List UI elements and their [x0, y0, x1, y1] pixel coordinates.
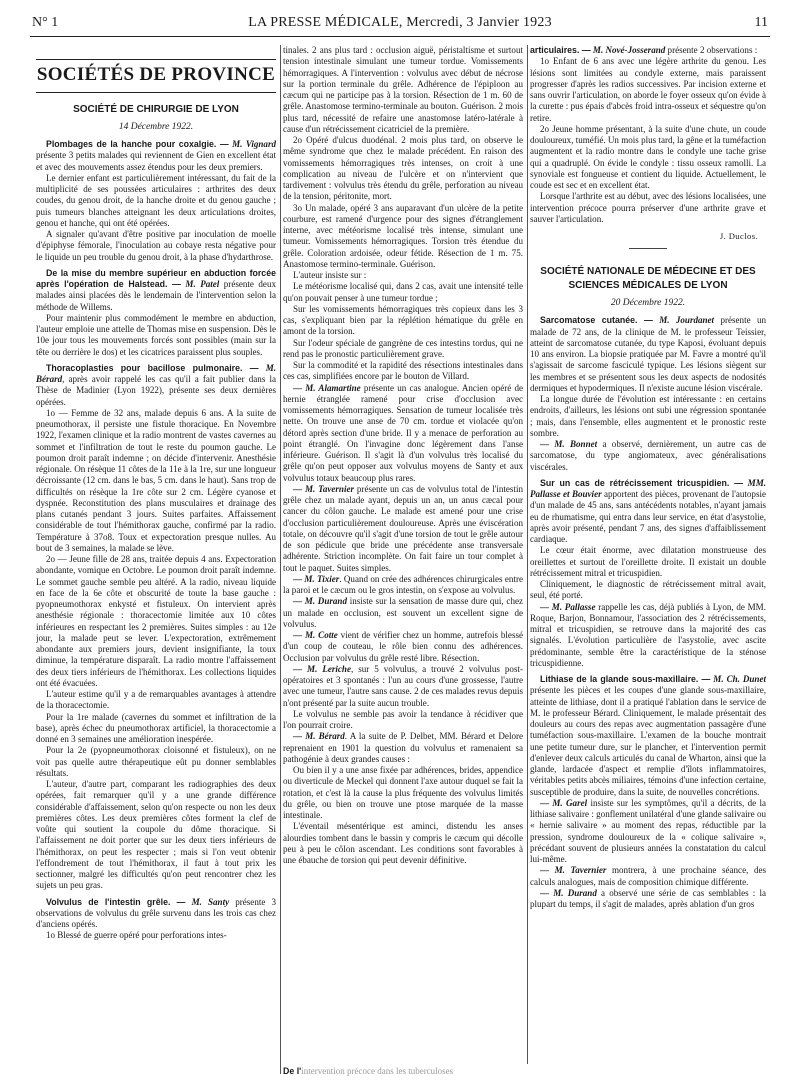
discussion-durand: [283, 596, 523, 630]
article-coxalgie: [36, 139, 276, 173]
article-heading: articulaires. —: [530, 45, 591, 55]
author-name: — M. Garel: [540, 797, 588, 808]
section-divider: [629, 248, 667, 249]
article-heading: Lithiase de la glande sous-maxillaire. —: [540, 674, 711, 684]
paragraph-text: a observé, dernièrement, un autre cas de sarcomatose, du type angiomateux, avec généralisations viscérales.: [530, 439, 766, 472]
author-name: M. Bérard: [36, 362, 276, 384]
article-lithiase: [530, 674, 766, 798]
paragraph: Sur l'odeur spéciale de gangrène de ces intestins tordus, qui ne rend pas le pronostic particulièrement grave.: [283, 337, 523, 359]
author-name: — M. Bonnet: [540, 439, 598, 449]
author-name: — M. Tixier: [293, 573, 340, 584]
paragraph-text: présente un cas de volvulus total de l'intestin grêle chez un malade ayant, depuis un an, un anus cæcal pour cancer du côlon gauche. Le malade est amené pour une crise d'occlusion particulièrement douloureuse. Après une éviscération totale, on découvre qu'il s'agit d'une torsion de tout le grêle autour de son pédicule que bride une précédente anse transversale adhérente. Striction incomplète. On fait faire un tour complet à tout le paquet. Suites simples.: [283, 483, 523, 573]
discussion-leriche: [283, 664, 523, 709]
paragraph: Pour la 2e (pyopneumothorax cloisonné et fistuleux), on ne voit pas quelle autre thérapeutique eût pu donner semblables résultats.: [36, 745, 276, 778]
paragraph: A signaler qu'avant d'être positive par inoculation de moelle d'épiphyse fémorale, l'inoculation au cobaye resta négative pour le liquide un peu trouble du genou droit, à la phase d'hydarthrose.: [36, 229, 276, 262]
paragraph: L'auteur estime qu'il y a de remarquables avantages à attendre de la thoracectomie.: [36, 689, 276, 711]
paragraph: 1o — Femme de 32 ans, malade depuis 6 ans. A la suite de pneumothorax, il persiste une fistule thoracique. En Novembre 1922, l'examen clinique et la radio montrent de vastes cavernes au sommet et l'infiltration de tout le reste du poumon gauche. Le poumon droit paraît indemne ; on décide d'intervenir. Anesthésie régionale. On résèque 11 côtes de la 11e à la 1re, sur une longueur décroissante (12 cm. dans le bas, 5 cm. dans le haut). Sans trop de difficultés on résèque la 1re côte sur 2 cm. Légère cyanose et dyspnée. Reconstitution des plans musculaires et drainage des plans cutanés pendant 3 jours. Suites parfaites. Affaissement considérable de tout l'hémithorax gauche, confirmé par la radio. Température à 37o8. Toux et expectoration presque nulles. Au bout de 3 semaines, la malade se lève.: [36, 407, 276, 553]
discussion-cotte: [283, 630, 523, 664]
discussion-bonnet: [530, 439, 766, 473]
paragraph-text: intervention précoce dans les tuberculoses: [301, 1066, 454, 1076]
article-tricuspidien: [530, 478, 766, 546]
paragraph-text: montrera, à une prochaine séance, des calculs analogues, mais de composition chimique différente.: [530, 865, 766, 887]
paragraph: L'auteur, d'autre part, comparant les radiographies des deux opérées, fait remarquer qu'il y a une grande différence considérable d'affaissement, selon qu'on respecte ou non les deux premières côtes. Les deux premières côtes forment la clef de voûte qui soutient la coupole du dôme thoracique. Si l'affaissement ne doit porter que sur les deux tiers inférieurs de l'hémithorax, on peut les respecter ; mais si l'on veut obtenir l'effondrement de tout l'hémithorax, il faut à tout prix les sectionner, malgré les difficultés qu'on peut rencontrer chez les sujets un peu gras.: [36, 779, 276, 891]
discussion-durand: [530, 888, 766, 911]
paragraph: L'éventail mésentérique est aminci, distendu les anses alourdies tombent dans le bassin y compris le cæcum qui décolle peu à peu le côlon ascendant. Les conditions sont favorables à une ébauche de torsion qui peut devenir définitive.: [283, 821, 523, 865]
discussion-tixier: [283, 574, 523, 597]
paragraph-text: apportent des pièces, provenant de l'autopsie d'un malade de 45 ans, sans antécédents notables, n'ayant jamais eu de rhumatisme, qui entra dans leur service, en état d'asystolie, après avoir présenté, pendant 7 ans, des signes d'affaiblissement cardiaque.: [530, 489, 766, 544]
paragraph: 1o Blessé de guerre opéré pour perforations intes-: [46, 930, 227, 941]
author-name: M. Nové-Josserand: [592, 45, 666, 55]
column-right: [530, 45, 766, 1078]
paragraph-text: présente 2 observations :: [667, 45, 758, 55]
paragraph-text: , après avoir rappelé les cas qu'il a fait publier dans la Thèse de Madinier (Lyon 1922), présente ses deux dernières opérées.: [36, 374, 276, 407]
page-header: [30, 12, 770, 37]
author-name: M. Ch. Dunet: [713, 674, 766, 684]
paragraph-text: , sur 5 volvulus, a trouvé 2 volvulus post-opératoires et 3 spontanés : l'un au cours d'une grossesse, l'autre avec une tumeur, l'autre sans cause. 2 de ces malades revus depuis n'ont présenté par la suite aucun trouble.: [283, 663, 523, 708]
paragraph: Le dernier enfant est particulièrement intéressant, du fait de la multiplicité de ses poussées articulaires : arthrites des deux coudes, du genou droit, de la hanche droite et du genou gauche ; puis tumeurs blanches atteignant les deux articulations droites, genou et hanche, qui ont été opérées.: [36, 172, 276, 228]
author-name: M. Patel: [185, 279, 220, 289]
paragraph-text: présente un cas analogue. Ancien opéré de hernie étranglée ramené pour crise d'occlusion avec vomissements hémorragiques. Sensation de tumeur localisée très nette. On trouve une anse de 70 cm. tordue et violacée qu'on détord après section d'une bride. Il y a menace de perforation au point étranglé. On l'invagine donc légèrement dans l'anse inférieure. Guérison. Il s'agit là d'un volvulus très localisé du grêle qu'on peut opposer aux volvulus moyens de Santy et aux volvulus totaux beaucoup plus rares.: [283, 382, 523, 483]
section-title: SOCIÉTÉS DE PROVINCE: [36, 59, 276, 93]
paragraph-text: présente 3 petits malades qui reviennent de Gien en excellent état et avec des mouvements assez étendus pour les deux premiers.: [36, 150, 276, 172]
session-date: 14 Décembre 1922.: [118, 122, 194, 132]
author-name: — M. Alamartine: [293, 382, 361, 393]
paragraph: L'auteur insiste sur :: [293, 270, 367, 280]
article-heading: De la mise du membre supérieur en abduction forcée après l'opération de Halstead. —: [36, 267, 276, 289]
author-name: — M. Pallasse: [540, 601, 596, 612]
author-name: — M. Tavernier: [293, 483, 354, 494]
article-heading: Sur un cas de rétrécissement tricuspidien. —: [540, 477, 743, 488]
paragraph: 2o Jeune homme présentant, à la suite d'une chute, un coude douloureux, tuméfié. Un mois plus tard, la gêne et la tuméfaction augmentent et la radio montre dans le condyle une tache grise qui a quadruplé. On évide le condyle : tissu osseux ramolli. La synoviale est fongueuse et contient du liquide. Actuellement, le coude est sec et en excellent état.: [530, 123, 766, 190]
journal-title: LA PRESSE MÉDICALE, Mercredi, 3 Janvier 1923: [248, 15, 552, 30]
page-number: 11: [754, 15, 768, 30]
author-name: — M. Durand: [293, 596, 347, 607]
column-left: [36, 45, 276, 1078]
paragraph-text: vient de vérifier chez un homme, autrefois blessé d'un coup de couteau, le rôle bien connu des adhérences. Occlusion par volvulus du grêle resté libre. Résection.: [283, 630, 523, 663]
issue-number: N° 1: [32, 15, 59, 30]
author-name: M. Vignard: [232, 139, 276, 149]
paragraph-text: insiste sur la sensation de masse dure qui, chez un malade en occlusion, est souvent un excellent signe de volvulus.: [283, 596, 523, 629]
paragraph: Le météorisme localisé qui, dans 2 cas, avait une intensité telle qu'on pouvait penser à une tumeur tordue ;: [283, 281, 523, 303]
society-title: SOCIÉTÉ DE CHIRURGIE DE LYON: [73, 104, 239, 115]
article-halstead: [36, 268, 276, 313]
paragraph: tinales. 2 ans plus tard : occlusion aiguë, péristaltisme et surtout tension intestinale simulant une tumeur tordue. Vomissements hémorragiques. A l'intervention : volvulus avec début de nécrose sur la portion terminale du grêle. Adhérence de l'épiploon au cæcum qui ne participe pas à la torsion. Résection de 1 m. 60 de grêle. Anastomose termino-terminale au bouton. Guérison. 2 mois plus tard, nécessité de refaire une anastomose latéro-latérale à cause d'un rétrécissement cicatriciel de la première.: [283, 45, 523, 134]
column-divider: [280, 45, 281, 1074]
discussion-alamartine: [283, 383, 523, 484]
article-thoracoplasties: [36, 363, 276, 408]
article-heading: Sarcomatose cutanée. —: [540, 315, 653, 326]
paragraph-text: a observé une série de cas semblables : la plupart du temps, il s'agit de malades, après ablation d'un gros: [530, 887, 766, 909]
author-signature: J. Duclos.: [719, 231, 758, 241]
paragraph-text: . Quand on crée des adhérences chirurgicales entre la paroi et le cæcum ou le gros intestin, on s'expose au volvulus.: [283, 573, 523, 595]
paragraph: Le cœur était énorme, avec dilatation monstrueuse des oreillettes et surtout de l'oreillette droite. Il existait un double rétrécissement mitral et tricuspidien.: [530, 545, 766, 578]
discussion-berard: [283, 731, 523, 765]
paragraph: La longue durée de l'évolution est intéressante : en certains endroits, d'ailleurs, les lésions ont subi une régression spontanée ; mais, dans l'ensemble, elles augmentent et le pronostic reste sombre.: [530, 394, 766, 438]
paragraph-text: . A la suite de P. Delbet, MM. Bérard et Delore reprenaient en 1901 la question du volvulus et ramenaient sa pathogénie à deux grandes causes :: [283, 731, 523, 764]
article-heading: De l': [283, 1066, 302, 1076]
paragraph-text: rappelle les cas, déjà publiés à Lyon, de MM. Roque, Barjon, Bonnamour, l'association des 2 rétrécissements, mitral et tricuspidien, se retrouve dans la majorité des cas signalés. L'évolution particulière de l'asystolie, avec ascite prédominante, semble être la caractéristique de la sténose tricuspidienne.: [530, 601, 766, 668]
author-name: — M. Bérard: [293, 731, 345, 742]
paragraph: Pour la 1re malade (cavernes du sommet et infiltration de la base), après échec du pneumothorax artificiel, la thoracectomie a donné en 3 semaines une amélioration inespérée.: [36, 711, 276, 744]
paragraph-text: présente les pièces et les coupes d'une glande sous-maxillaire, atteinte de lithiase, dont il a pratiqué l'ablation dans le service de M. le professeur Bérard. Cliniquement, le malade présentait des douleurs au cours des repas avec augmentation passagère d'une tuméfaction sous-maxillaire. L'examen de la bouche montrait une petite tumeur dure, sur le plancher, et l'intervention permit d'enlever deux calculs articulés du canal de Wharton, ainsi que la glande, lardacée d'aspect et remplie d'îlots inflammatoires, véritables petits abcès miliaires, témoins d'une infection certaine, susceptible de produire, dans la suite, de nouvelles concrétions.: [530, 685, 766, 797]
discussion-garel: [530, 798, 766, 866]
paragraph: Sur les vomissements hémorragiques très copieux dans les 3 cas, s'expliquant bien par la réplétion hématique du grêle en amont de la torsion.: [283, 303, 523, 337]
paragraph-text: insiste sur les symptômes, qu'il a décrits, de la lithiase salivaire : gonflement unilatéral d'une glande salivaire ou « hernie salivaire » au moment des repas, réductible par la pression, syndrome douloureux de la « colique salivaire », précédant souvent de plusieurs années la constatation du calcul lui-même.: [530, 797, 766, 864]
session-date: 20 Décembre 1922.: [610, 298, 686, 309]
article-heading: Volvulus de l'intestin grêle. —: [46, 896, 186, 907]
author-name: — M. Durand: [540, 887, 597, 898]
article-volvulus: [36, 897, 276, 931]
paragraph: 2o — Jeune fille de 28 ans, traitée depuis 4 ans. Expectoration abondante, vomique en Octobre. Le poumon droit paraît indemne. Le sommet gauche semble peu altéré. A la radio, niveau liquide en face de la 6e côte et obscurité de toute la base gauche : pyopneumothorax enkysté et fistuleux. On intervient après anesthésie régionale : thoracectomie limitée aux 10 côtes inférieures en respectant les 2 premières. Suites simples : au 12e jour, la malade peut se lever. L'expectoration, extrêmement abondante aux premiers jours, devient insignifiante, la toux diminue, la température disparaît. La radio montre l'affaissement des deux tiers inférieurs de l'hémithorax. Les collections liquides ont été évacuées.: [36, 554, 276, 688]
paragraph: Pour maintenir plus commodément le membre en abduction, l'auteur emploie une attelle de Thomas mise en suspension. Dès le 10e jour tous les mouvements forcés sont possibles (main sur la tête ou derrière le dos) et les cicatrices paraissent plus souples.: [36, 312, 276, 357]
paragraph: Lorsque l'arthrite est au début, avec des lésions localisées, une intervention précoce pourra préserver d'une arthrite grave et sauver l'articulation.: [530, 191, 766, 224]
paragraph-text: présente deux malades ainsi placées dès le lendemain de l'intervention selon la méthode de Willems.: [36, 279, 276, 312]
author-name: M. Santy: [191, 896, 230, 907]
column-middle: [283, 45, 523, 1078]
column-divider: [527, 45, 528, 1074]
article-sarcomatose: [530, 315, 766, 394]
article-heading: Plombages de la hanche pour coxalgie. —: [46, 139, 229, 149]
paragraph: 1o Enfant de 6 ans avec une légère arthrite du genou. Les lésions sont limitées au condyle externe, mais paraissent progresser d'après les radios successives. Par incision externe et sans ouvrir l'articulation, on aborde le foyer osseux qu'on évide à la curette : pus épais d'abcès froid intra-osseux et séquestre qu'on retire.: [530, 56, 766, 123]
discussion-pallasse: [530, 602, 766, 670]
author-name: — M. Tavernier: [540, 865, 607, 876]
author-name: — M. Cotte: [293, 630, 338, 640]
author-name: MM. Pallasse et Bouvier: [530, 477, 766, 499]
paragraph: 2o Opéré d'ulcus duodénal. 2 mois plus tard, on observe le même syndrome que chez le malade précédent. En raison des vomissements hémorragiques très intenses, on croit à une complication au niveau de l'ulcère et on n'intervient que tardivement : volvulus très étendu du grêle, perforation au niveau de la tension, péritonite, mort.: [283, 135, 523, 202]
paragraph-text: présente un malade de 72 ans, de la clinique de M. le professeur Teissier, atteint de sarcomatose cutanée, du type Kaposi, évoluant depuis 10 ans environ. La biopsie pratiquée par M. Favre a montré qu'il s'agissait de sarcome fasciculé typique. Les lésions siègent sur les membres et se présentent sous les deux aspects de nodosités dermiques et hypodermiques. Il n'existe aucune lésion viscérale.: [530, 315, 766, 393]
paragraph: 3o Un malade, opéré 3 ans auparavant d'un ulcère de la petite courbure, est ramené d'urgence pour des signes d'étranglement interne, avec météorisme localisé très intense, simulant une tumeur. Vomissements hémorragiques. Torsion très étendue du grêle. Coloration ardoisée, odeur fétide. Résection de 1 m. 75. Anastomose termino-terminale. Guérison.: [283, 202, 523, 269]
paragraph: Cliniquement, le diagnostic de rétrécissement mitral avait, seul, été porté.: [530, 579, 766, 601]
article-heading: Thoracoplasties pour bacillose pulmonaire. —: [46, 362, 259, 373]
author-name: M. Jourdanet: [659, 315, 715, 326]
discussion-tavernier: [530, 865, 766, 888]
paragraph: Le volvulus ne semble pas avoir la tendance à récidiver que l'on pourrait croire.: [283, 708, 523, 730]
paragraph: Sur la commodité et la rapidité des résections intestinales dans ces cas, simplifiées encore par le bouton de Villard.: [283, 360, 523, 382]
article-articulaires: [530, 45, 766, 56]
discussion-tavernier: [283, 484, 523, 574]
author-name: — M. Leriche: [293, 663, 351, 674]
paragraph-text: présente 3 observations de volvulus du grêle survenu dans les trois cas chez d'anciens opérés.: [36, 896, 276, 929]
society-title: SOCIÉTÉ NATIONALE DE MÉDECINE ET DES SCIENCES MÉDICALES DE LYON: [540, 266, 756, 292]
paragraph: Ou bien il y a une anse fixée par adhérences, brides, appendice ou diverticule de Meckel qui donnent l'axe autour duquel se fait la rotation, et c'est là la cause la plus fréquente des volvulus limités du grêle, ou bien on trouve une ptose marquée de la masse intestinale.: [283, 765, 523, 820]
